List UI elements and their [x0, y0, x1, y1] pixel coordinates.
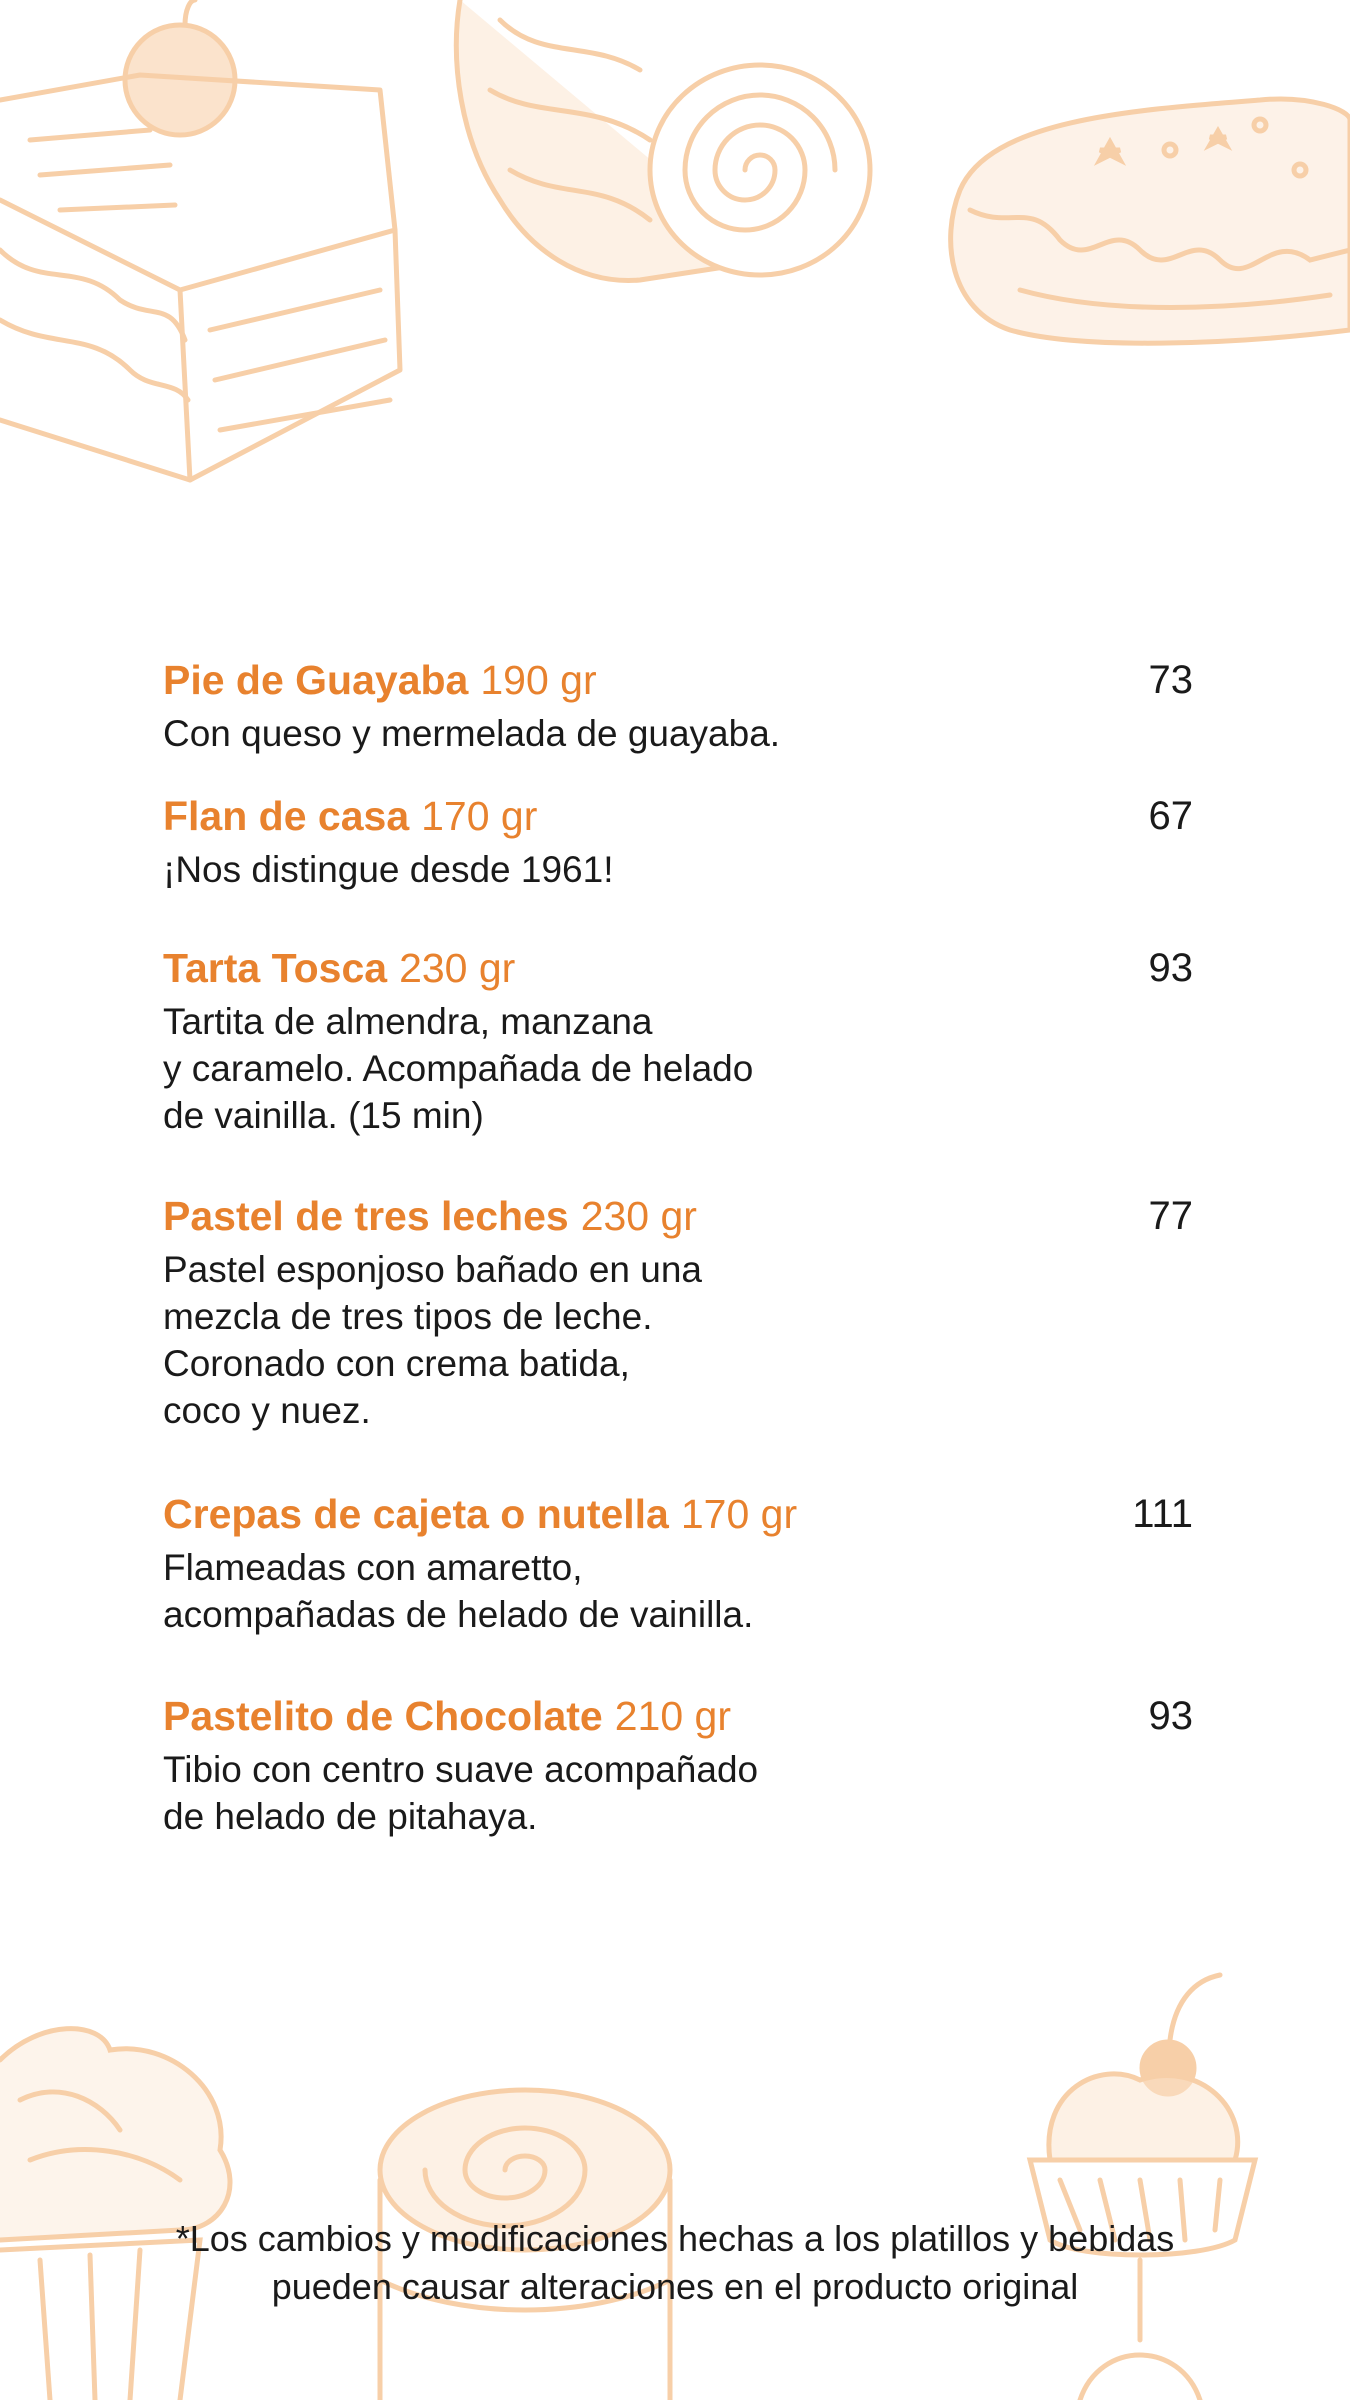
menu-item-name: Crepas de cajeta o nutella — [163, 1491, 669, 1537]
menu-item-weight: 230 gr — [580, 1193, 697, 1239]
menu-item-weight: 210 gr — [614, 1693, 731, 1739]
menu-item-name: Pastelito de Chocolate — [163, 1693, 603, 1739]
menu-item-price: 111 — [1132, 1492, 1193, 1536]
menu-item-name: Pie de Guayaba — [163, 657, 469, 703]
menu-item-title — [163, 1188, 1193, 1244]
swiss-roll-icon — [440, 0, 880, 290]
menu-item-description: Pastel esponjoso bañado en una mezcla de tres tipos de leche. Coronado con crema batida, coco y nuez. — [163, 1249, 702, 1431]
menu-item-description: Tibio con centro suave acompañado de helado de pitahaya. — [163, 1749, 759, 1837]
menu-item-name: Pastel de tres leches — [163, 1193, 569, 1239]
cupcake-icon — [0, 2000, 260, 2400]
menu-item-weight: 230 gr — [399, 945, 516, 991]
menu-item-title — [163, 788, 1193, 844]
menu-item — [163, 652, 1193, 757]
menu-item-title — [163, 940, 1193, 996]
menu-item — [163, 940, 1193, 1139]
menu-item-title — [163, 652, 1193, 708]
menu-item-price: 93 — [1148, 1694, 1193, 1738]
menu-item-price: 93 — [1148, 946, 1193, 990]
menu-item-title — [163, 1688, 1193, 1744]
menu-item-name: Flan de casa — [163, 793, 410, 839]
menu-item — [163, 1688, 1193, 1840]
disclaimer-footnote: *Los cambios y modificaciones hechas a los platillos y bebidas pueden causar alteraciones en el producto original — [175, 2218, 1175, 2307]
ice-cream-cup-icon — [1020, 1940, 1260, 2400]
cake-slice-icon — [0, 0, 420, 500]
menu-item-title — [163, 1486, 1193, 1542]
menu-item-weight: 170 gr — [680, 1491, 798, 1537]
menu-item-weight: 190 gr — [480, 657, 597, 703]
menu-item-price: 77 — [1148, 1194, 1193, 1238]
menu-item — [163, 788, 1193, 893]
menu-item — [163, 1188, 1193, 1434]
menu-item-description: Tartita de almendra, manzana y caramelo. Acompañada de helado de vainilla. (15 min) — [163, 1001, 754, 1136]
menu-item-price: 73 — [1148, 658, 1193, 702]
menu-item-weight: 170 gr — [421, 793, 538, 839]
menu-item-description: Flameadas con amaretto, acompañadas de helado de vainilla. — [163, 1547, 754, 1635]
menu-item-description: Con queso y mermelada de guayaba. — [163, 713, 781, 754]
eclair-icon — [930, 80, 1350, 350]
menu-item-price: 67 — [1148, 794, 1193, 838]
menu-item-name: Tarta Tosca — [163, 945, 388, 991]
menu-item — [163, 1486, 1193, 1638]
menu-item-description: ¡Nos distingue desde 1961! — [163, 849, 614, 890]
